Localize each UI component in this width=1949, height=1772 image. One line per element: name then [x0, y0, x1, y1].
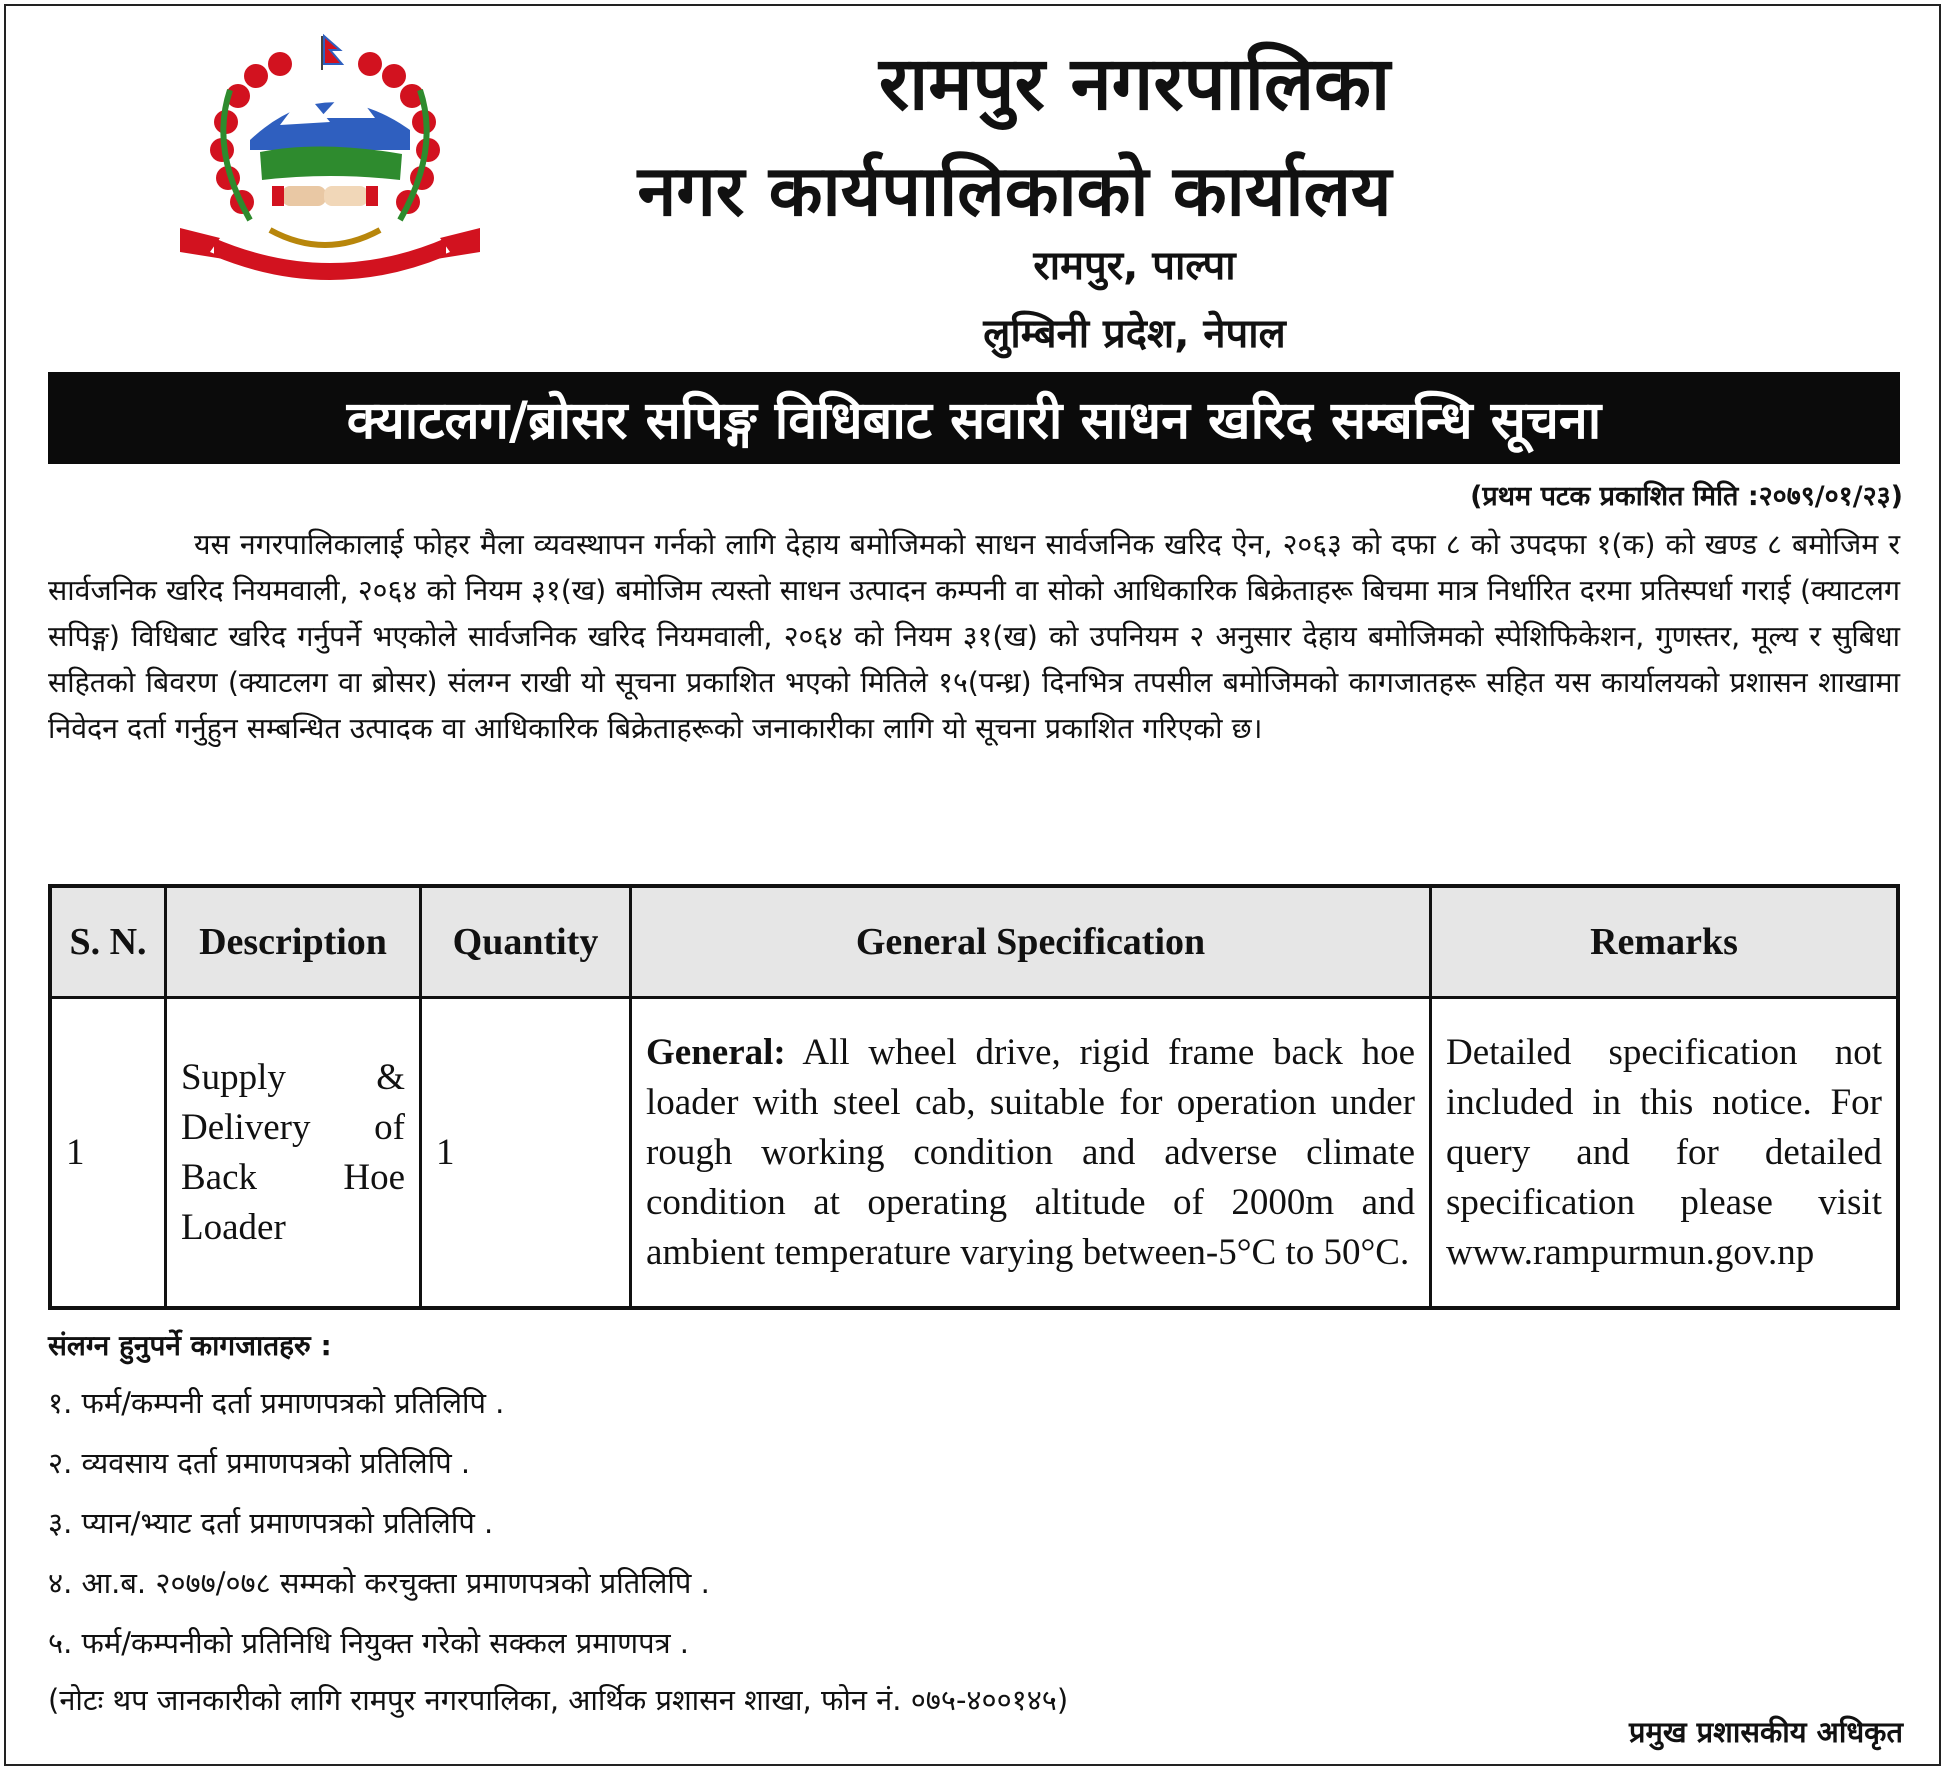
address: रामपुर, पाल्पा	[1033, 243, 1236, 289]
cell-specification	[631, 998, 1431, 1309]
notice-title: क्याटलग/ब्रोसर सपिङ्ग विधिबाट सवारी साधन खरिद सम्बन्धि सूचना	[346, 390, 1602, 451]
notice-body: यस नगरपालिकालाई फोहर मैला व्यवस्थापन गर्नको लागि देहाय बमोजिमको साधन सार्वजनिक खरिद ऐन, २०६३ को दफा ८ को उपदफा १(क) को खण्ड ८ बमोजिम र सार्वजनिक खरिद नियमवाली, २०६४ को नियम ३१(ख) बमोजिम त्यस्तो साधन उत्पादन कम्पनी वा सोको आधिकारिक बिक्रेताहरू बिचमा मात्र निर्धारित दरमा प्रतिस्पर्धा गराई (क्याटलग सपिङ्ग) विधिबाट खरिद गर्नुपर्ने भएकोले सार्वजनिक खरिद नियमवाली, २०६४ को नियम ३१(ख) को उपनियम २ अनुसार देहाय बमोजिमको स्पेशिफिकेशन, गुणस्तर, मूल्य र सुबिधा सहितको बिवरण (क्याटलग वा ब्रोसर) संलग्न राखी यो सूचना प्रकाशित भएको मितिले १५(पन्ध्र) दिनभित्र तपसील बमोजिमको कागजातहरू सहित यस कार्यालयको प्रशासन शाखामा निवेदन दर्ता गर्नुहुन सम्बन्धित उत्पादक वा आधिकारिक बिक्रेताहरूको जनाकारीका लागि यो सूचना प्रकाशित गरिएको छ।	[48, 528, 1900, 745]
list-item: ४. आ.ब. २०७७/०७८ सम्मको करचुक्ता प्रमाणपत्रको प्रतिलिपि .	[48, 1566, 710, 1600]
list-item: २. व्यवसाय दर्ता प्रमाणपत्रको प्रतिलिपि .	[48, 1446, 471, 1480]
province: लुम्बिनी प्रदेश, नेपाल	[983, 311, 1286, 357]
cell-description: Supply & Delivery of Back Hoe Loader	[166, 998, 421, 1309]
attachments-list	[48, 1380, 710, 1680]
table-row	[50, 998, 1898, 1309]
list-item: ३. प्यान/भ्याट दर्ता प्रमाणपत्रको प्रतिलिपि .	[48, 1506, 494, 1540]
table-header-row	[50, 886, 1898, 998]
column-header-sn: S. N.	[50, 886, 166, 998]
column-header-specification: General Specification	[631, 886, 1431, 998]
attachments-heading: संलग्न हुनुपर्ने कागजातहरु :	[48, 1329, 332, 1362]
office-name: नगर कार्यपालिकाको कार्यालय	[637, 150, 1392, 232]
cell-quantity: 1	[421, 998, 631, 1309]
publication-date: (प्रथम पटक प्रकाशित मिति :२०७९/०१/२३)	[1470, 481, 1903, 512]
contact-note: (नोटः थप जानकारीको लागि रामपुर नगरपालिका, आर्थिक प्रशासन शाखा, फोन नं. ०७५-४००१४५)	[48, 1683, 1069, 1717]
spec-label: General:	[646, 1031, 786, 1073]
specification-table	[48, 884, 1900, 1310]
column-header-remarks: Remarks	[1431, 886, 1899, 998]
list-item: १. फर्म/कम्पनी दर्ता प्रमाणपत्रको प्रतिलिपि .	[48, 1386, 505, 1420]
spec-text: All wheel drive, rigid frame back hoe loader with steel cab, suitable for operation under rough working condition and adverse climate condition at operating altitude of 2000m and ambient temperature varying between-5°C to 50°C.	[646, 1031, 1415, 1273]
notice-title-banner	[48, 372, 1900, 464]
list-item: ५. फर्म/कम्पनीको प्रतिनिधि नियुक्त गरेको सक्कल प्रमाणपत्र .	[48, 1626, 690, 1660]
cell-sn: 1	[50, 998, 166, 1309]
cell-remarks: Detailed specification not included in this notice. For query and for detailed specification please visit www.rampurmun.gov.np	[1431, 998, 1899, 1309]
signature-title: प्रमुख प्रशासकीय अधिकृत	[1628, 1715, 1903, 1749]
column-header-description: Description	[166, 886, 421, 998]
column-header-quantity: Quantity	[421, 886, 631, 998]
municipality-name: रामपुर नगरपालिका	[878, 41, 1391, 127]
